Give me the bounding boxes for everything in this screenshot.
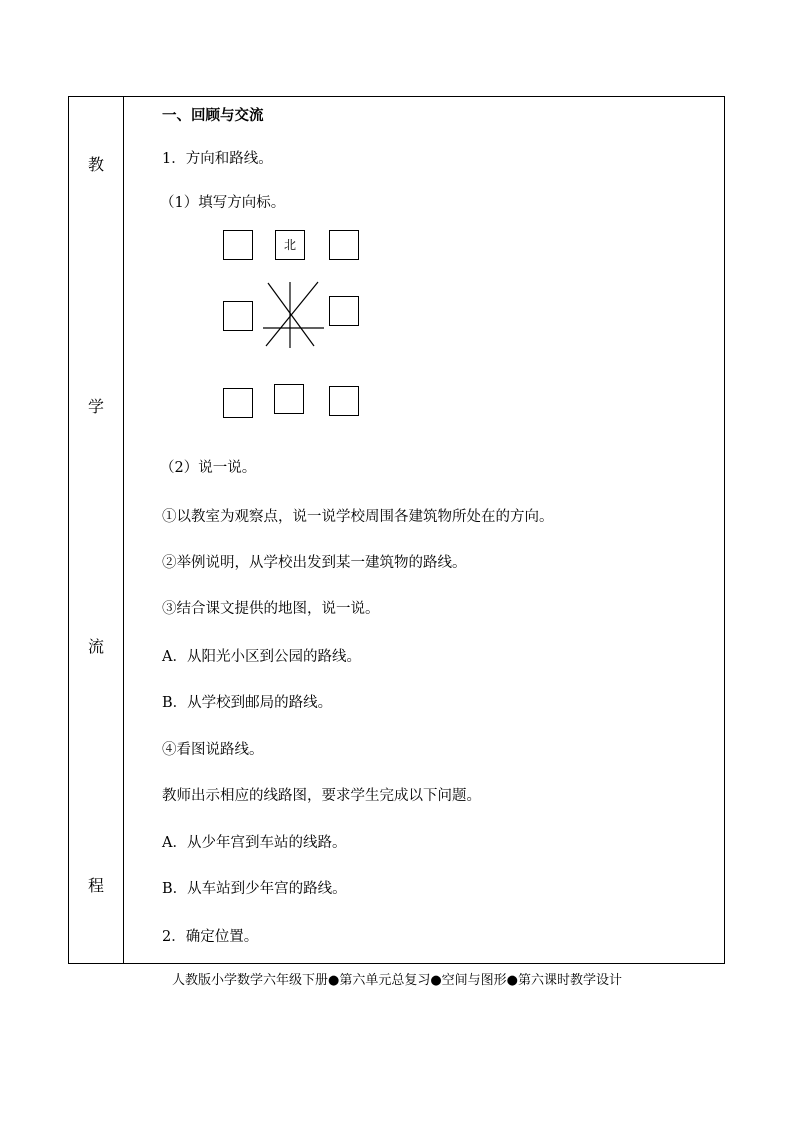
item-direction-route: 1．方向和路线。 [162, 151, 273, 167]
side-label-liu: 流 [87, 637, 104, 656]
item-route-station: A．从少年宫到车站的线路。 [162, 835, 347, 851]
compass-box-south [274, 384, 304, 414]
item-say: （2）说一说。 [160, 460, 257, 476]
page-footer: 人教版小学数学六年级下册●第六单元总复习●空间与图形●第六课时教学设计 [171, 973, 623, 988]
item-route-park: A．从阳光小区到公园的路线。 [162, 649, 361, 665]
item-map: ③结合课文提供的地图，说一说。 [162, 601, 380, 617]
section-heading: 一、回顾与交流 [162, 107, 264, 124]
item-position: 2．确定位置。 [162, 929, 259, 945]
compass-box-east [329, 296, 359, 326]
compass-box-west [223, 301, 253, 331]
compass-box-southeast [329, 386, 359, 416]
item-route-post: B．从学校到邮局的路线。 [162, 695, 333, 711]
compass-cross-icon [258, 278, 328, 350]
compass-box-southwest [223, 388, 253, 418]
item-teacher: 教师出示相应的线路图，要求学生完成以下问题。 [162, 788, 481, 804]
item-look-say: ④看图说路线。 [162, 742, 264, 758]
item-fill-compass: （1）填写方向标。 [160, 195, 286, 211]
side-label-jiao: 教 [87, 155, 104, 174]
compass-box-northwest [223, 230, 253, 260]
column-divider [123, 97, 124, 963]
compass-box-northeast [329, 230, 359, 260]
item-route-palace: B．从车站到少年宫的路线。 [162, 881, 347, 897]
side-label-xue: 学 [87, 397, 104, 416]
side-label-cheng: 程 [87, 876, 104, 895]
north-label: 北 [283, 238, 296, 252]
item-example: ②举例说明，从学校出发到某一建筑物的路线。 [162, 555, 467, 571]
compass-box-north [275, 230, 305, 260]
item-observe: ①以教室为观察点，说一说学校周围各建筑物所处在的方向。 [162, 509, 554, 525]
